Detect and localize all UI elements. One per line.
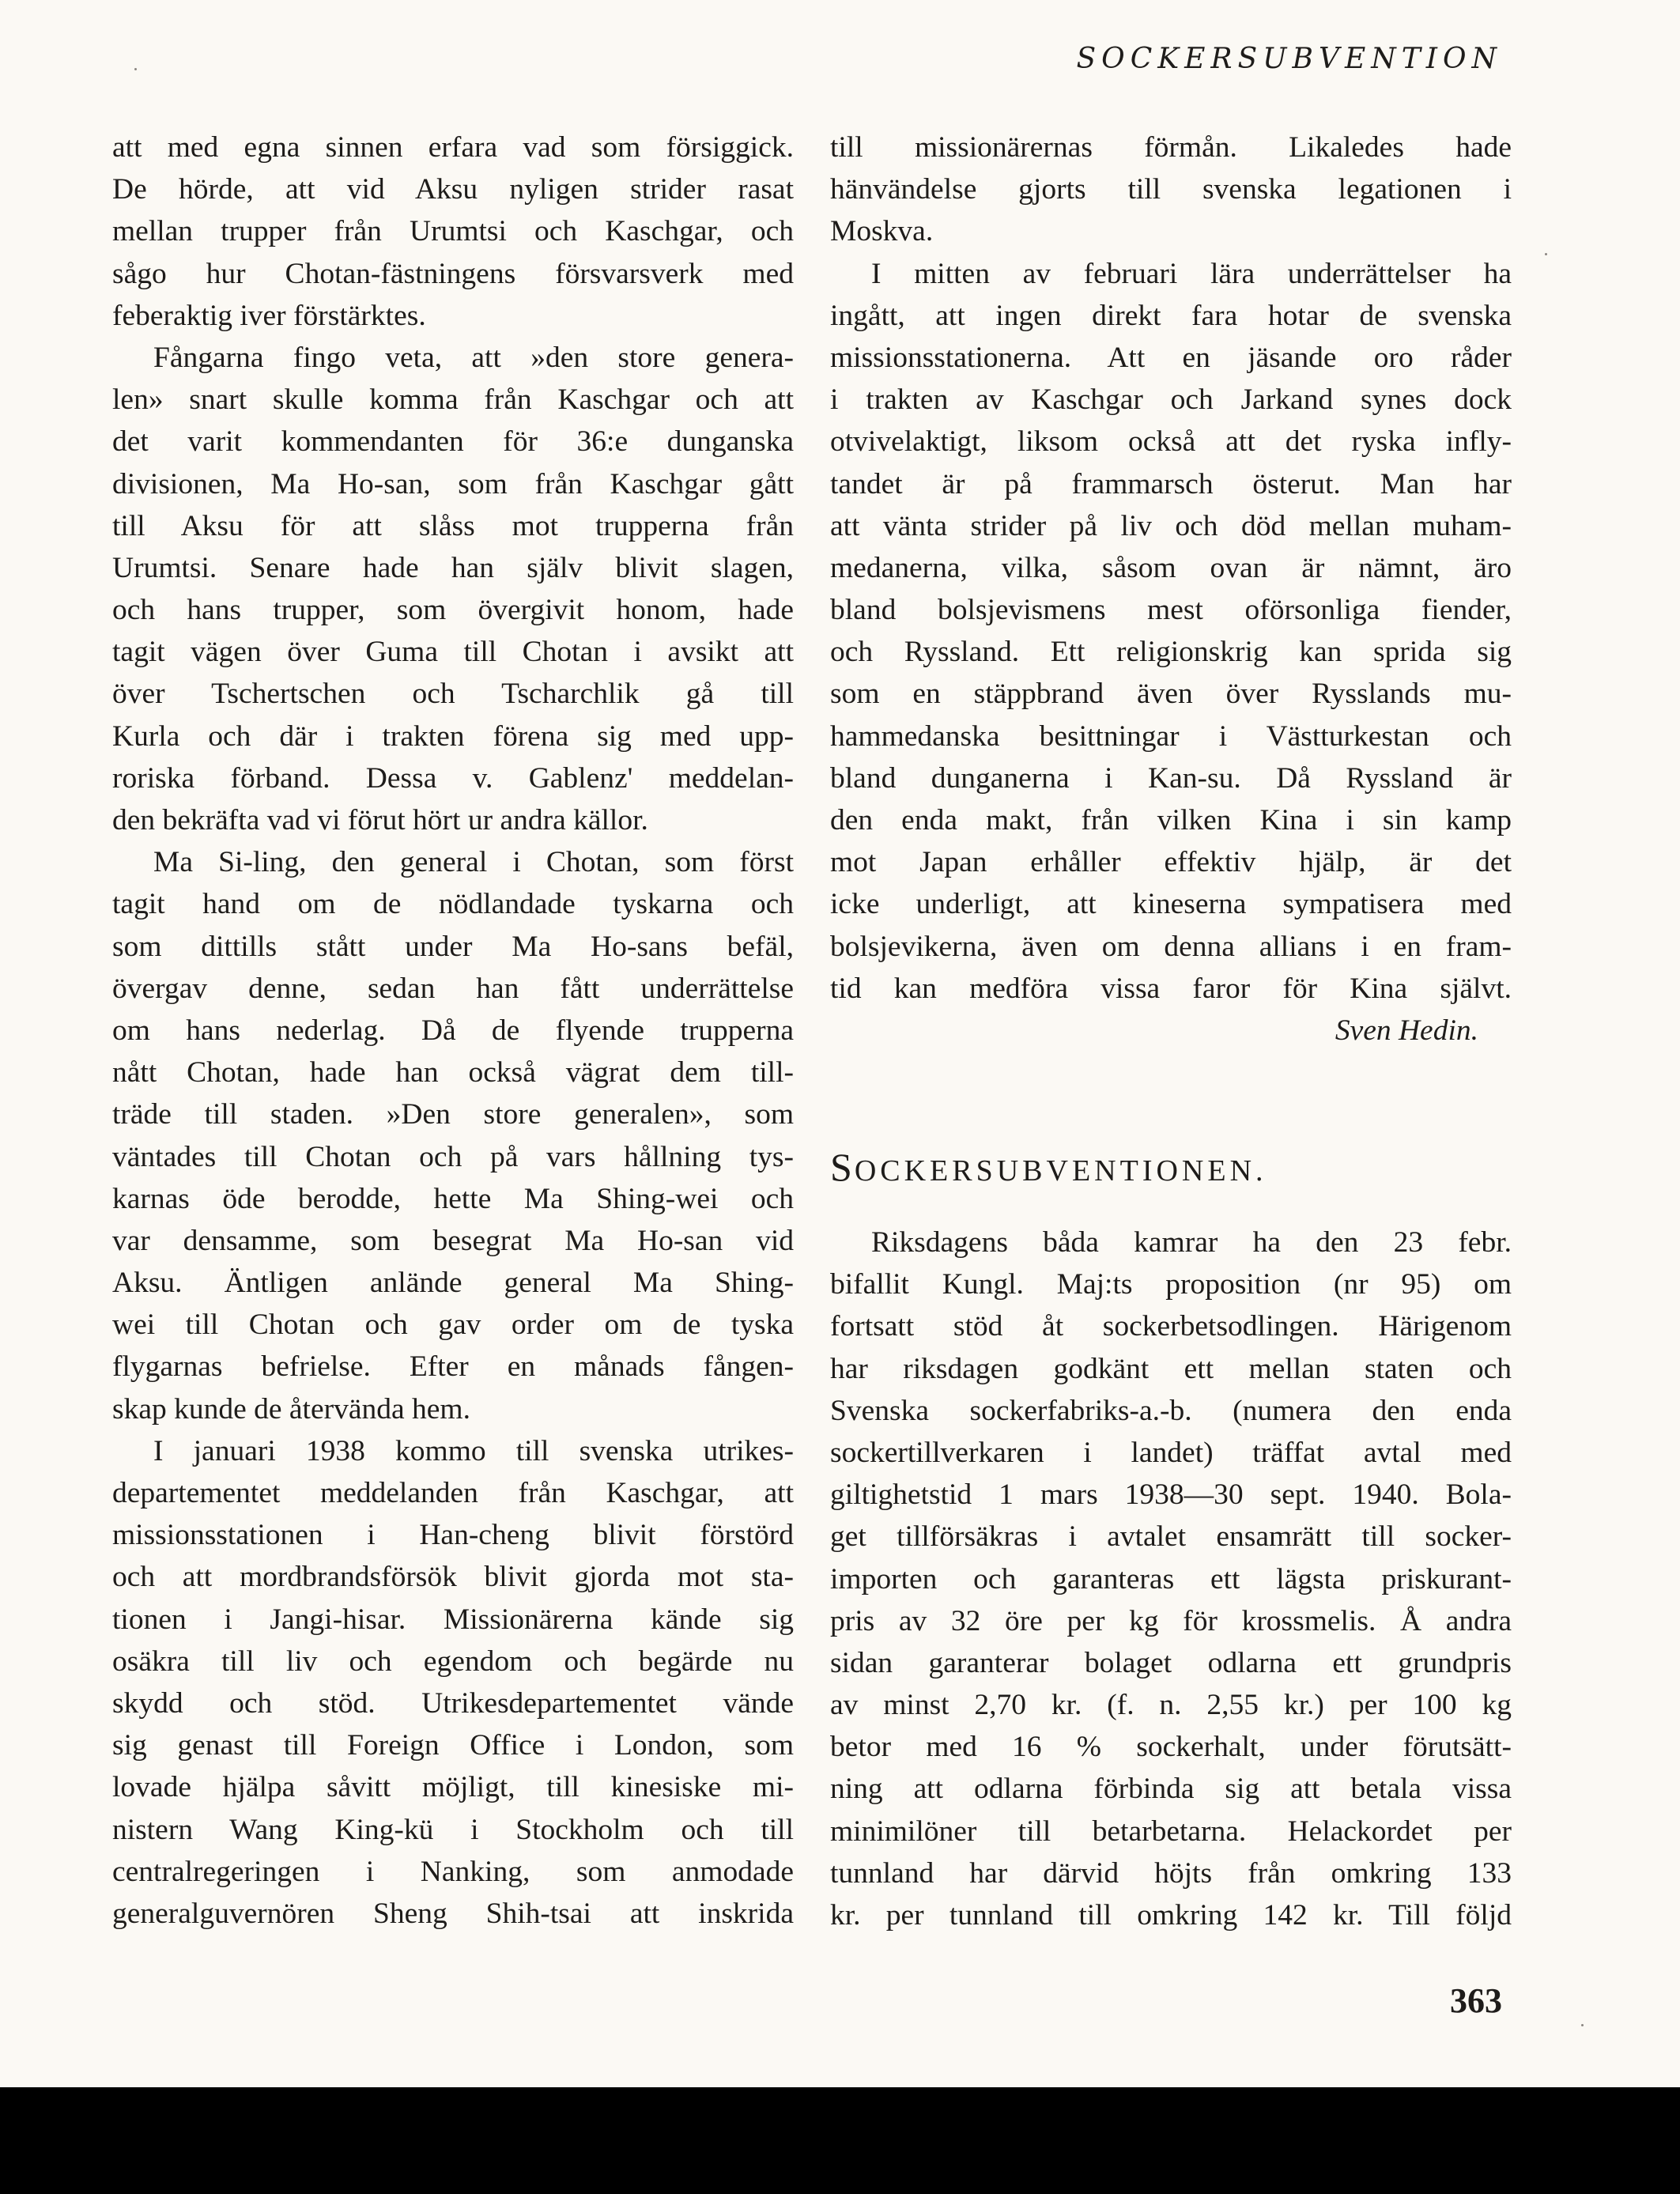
text-line: Ma Si-ling, den general i Chotan, som först	[153, 846, 794, 879]
text-line: ingått, att ingen direkt fara hotar de svenska	[830, 299, 1512, 332]
text-line: otvivelaktigt, liksom också att det ryska infly-	[830, 425, 1512, 459]
text-line: I mitten av februari lära underrättelser ha	[871, 257, 1512, 290]
text-line: som dittills stått under Ma Ho-sans befäl,	[112, 930, 794, 963]
text-line: till missionärernas förmån. Likaledes hade	[830, 131, 1512, 164]
text-line: skydd och stöd. Utrikesdepartementet vände	[112, 1686, 794, 1720]
section-body	[830, 1222, 1512, 1936]
text-line: mot Japan erhåller effektiv hjälp, är det	[830, 846, 1512, 879]
text-line: icke underligt, att kineserna sympatisera med	[830, 888, 1512, 921]
text-line: och hans trupper, som övergivit honom, hade	[112, 594, 794, 627]
text-line: fortsatt stöd åt sockerbetsodlingen. Härigenom	[830, 1310, 1512, 1343]
text-line: departementet meddelanden från Kaschgar, att	[112, 1477, 794, 1509]
author-signature: Sven Hedin.	[1335, 1014, 1478, 1047]
text-line: feberaktig iver förstärktes.	[112, 299, 426, 332]
text-line: tionen i Jangi-hisar. Missionärerna kände sig	[112, 1603, 794, 1636]
text-line: I januari 1938 kommo till svenska utrikes-	[153, 1434, 794, 1467]
text-line: till Aksu för att slåss mot trupperna från	[112, 509, 794, 542]
text-line: Svenska sockerfabriks-a.-b. (numera den enda	[830, 1394, 1512, 1427]
text-line: mellan trupper från Urumtsi och Kaschgar, och	[112, 215, 794, 248]
text-line: bolsjevikerna, även om denna allians i en fram-	[830, 930, 1512, 963]
section-heading-initial: S	[830, 1145, 855, 1189]
text-line: har riksdagen godkänt ett mellan staten och	[830, 1352, 1512, 1385]
print-speck	[1581, 2024, 1584, 2026]
text-line: Riksdagens båda kamrar ha den 23 febr.	[871, 1226, 1512, 1259]
text-line: sidan garanterar bolaget odlarna ett grundpris	[830, 1646, 1512, 1679]
text-line: bifallit Kungl. Maj:ts proposition (nr 95) om	[830, 1268, 1512, 1301]
text-line: sockertillverkaren i landet) träffat avtal med	[830, 1436, 1512, 1469]
print-speck	[134, 68, 137, 70]
text-line: roriska förband. Dessa v. Gablenz' meddelan-	[112, 761, 794, 795]
text-line: var densamme, som besegrat Ma Ho-san vid	[112, 1224, 794, 1257]
text-line: kr. per tunnland till omkring 142 kr. Till följd	[830, 1899, 1512, 1932]
text-line: minimilöner till betarbetarna. Helackordet per	[830, 1814, 1512, 1848]
text-line: sig genast till Foreign Office i London, som	[112, 1729, 794, 1762]
text-line: generalguvernören Sheng Shih-tsai att inskrida	[112, 1897, 794, 1930]
text-line: Fångarna fingo veta, att »den store genera-	[153, 341, 794, 374]
text-line: tagit vägen över Guma till Chotan i avsikt att	[112, 636, 794, 669]
text-line: lovade hjälpa såvitt möjligt, till kinesiske mi-	[112, 1771, 794, 1804]
text-line: som en stäppbrand även över Rysslands mu-	[830, 678, 1512, 711]
text-line: att med egna sinnen erfara vad som försiggick.	[112, 131, 794, 164]
text-line: nått Chotan, hade han också vägrat dem till-	[112, 1056, 794, 1089]
text-line: giltighetstid 1 mars 1938—30 sept. 1940. Bola-	[830, 1478, 1512, 1512]
text-line: och Ryssland. Ett religionskrig kan sprida sig	[830, 636, 1512, 669]
text-line: den bekräfta vad vi förut hört ur andra källor.	[112, 804, 648, 836]
text-line: ning att odlarna förbinda sig att betala vissa	[830, 1773, 1512, 1806]
text-line: medanerna, vilka, såsom ovan är nämnt, äro	[830, 551, 1512, 584]
page-number: 363	[1450, 1981, 1502, 2020]
text-line: wei till Chotan och gav order om de tyska	[112, 1308, 794, 1342]
text-line: importen och garanteras ett lägsta priskurant-	[830, 1562, 1512, 1595]
text-line: Aksu. Äntligen anlände general Ma Shing-	[112, 1267, 794, 1300]
text-line: Moskva.	[830, 215, 934, 248]
text-line: tagit hand om de nödlandade tyskarna och	[112, 888, 794, 921]
running-header: SOCKERSUBVENTION	[1076, 43, 1502, 75]
text-line: träde till staden. »Den store generalen», som	[112, 1098, 794, 1131]
text-line: len» snart skulle komma från Kaschgar och att	[112, 383, 794, 417]
text-line: missionsstationerna. Att en jäsande oro råder	[830, 341, 1512, 374]
text-line: karnas öde berodde, hette Ma Shing-wei och	[112, 1182, 794, 1215]
text-line: det varit kommendanten för 36:e dunganska	[112, 425, 794, 459]
text-line: hänvändelse gjorts till svenska legationen i	[830, 173, 1512, 206]
text-line: att vänta strider på liv och död mellan muham-	[830, 509, 1512, 542]
print-speck	[1545, 253, 1547, 255]
text-line: av minst 2,70 kr. (f. n. 2,55 kr.) per 100 kg	[830, 1689, 1512, 1722]
text-line: missionsstationen i Han-cheng blivit förstörd	[112, 1519, 794, 1552]
text-line: bland dunganerna i Kan-su. Då Ryssland är	[830, 761, 1512, 795]
text-line: De hörde, att vid Aksu nyligen strider rasat	[112, 173, 794, 206]
text-line: och att mordbrandsförsök blivit gjorda mot sta-	[112, 1561, 794, 1594]
left-column	[112, 127, 794, 1935]
right-column	[830, 127, 1512, 1052]
section-heading	[830, 1144, 1267, 1190]
section-heading-rest: OCKERSUBVENTIONEN.	[854, 1154, 1267, 1188]
text-line: Kurla och där i trakten förena sig med upp-	[112, 719, 794, 753]
text-line: flygarnas befrielse. Efter en månads fången-	[112, 1350, 794, 1384]
text-line: centralregeringen i Nanking, som anmodade	[112, 1855, 794, 1888]
text-line: sågo hur Chotan-fästningens försvarsverk med	[112, 257, 794, 290]
text-line: den enda makt, från vilken Kina i sin kamp	[830, 804, 1512, 836]
text-line: väntades till Chotan och på vars hållning tys-	[112, 1140, 794, 1173]
text-line: hammedanska besittningar i Västturkestan och	[830, 719, 1512, 753]
text-line: nistern Wang King-kü i Stockholm och till	[112, 1813, 794, 1846]
text-line: osäkra till liv och egendom och begärde nu	[112, 1645, 794, 1678]
text-line: Urumtsi. Senare hade han själv blivit slagen,	[112, 551, 794, 584]
text-line: i trakten av Kaschgar och Jarkand synes dock	[830, 383, 1512, 417]
text-line: get tillförsäkras i avtalet ensamrätt till socker-	[830, 1520, 1512, 1554]
text-line: övergav denne, sedan han fått underrättelse	[112, 972, 794, 1005]
text-line: betor med 16 % sockerhalt, under förutsätt-	[830, 1731, 1512, 1764]
text-line: tunnland har därvid höjts från omkring 133	[830, 1856, 1512, 1890]
text-line: pris av 32 öre per kg för krossmelis. Å andra	[830, 1604, 1512, 1637]
text-line: tid kan medföra vissa faror för Kina självt.	[830, 972, 1512, 1005]
text-line: divisionen, Ma Ho-san, som från Kaschgar gått	[112, 467, 794, 500]
text-line: över Tschertschen och Tscharchlik gå till	[112, 678, 794, 711]
text-line: bland bolsjevismens mest oförsonliga fiender,	[830, 594, 1512, 627]
text-line: tandet är på frammarsch österut. Man har	[830, 467, 1512, 500]
text-line: skap kunde de återvända hem.	[112, 1392, 470, 1426]
text-line: om hans nederlag. Då de flyende trupperna	[112, 1014, 794, 1047]
